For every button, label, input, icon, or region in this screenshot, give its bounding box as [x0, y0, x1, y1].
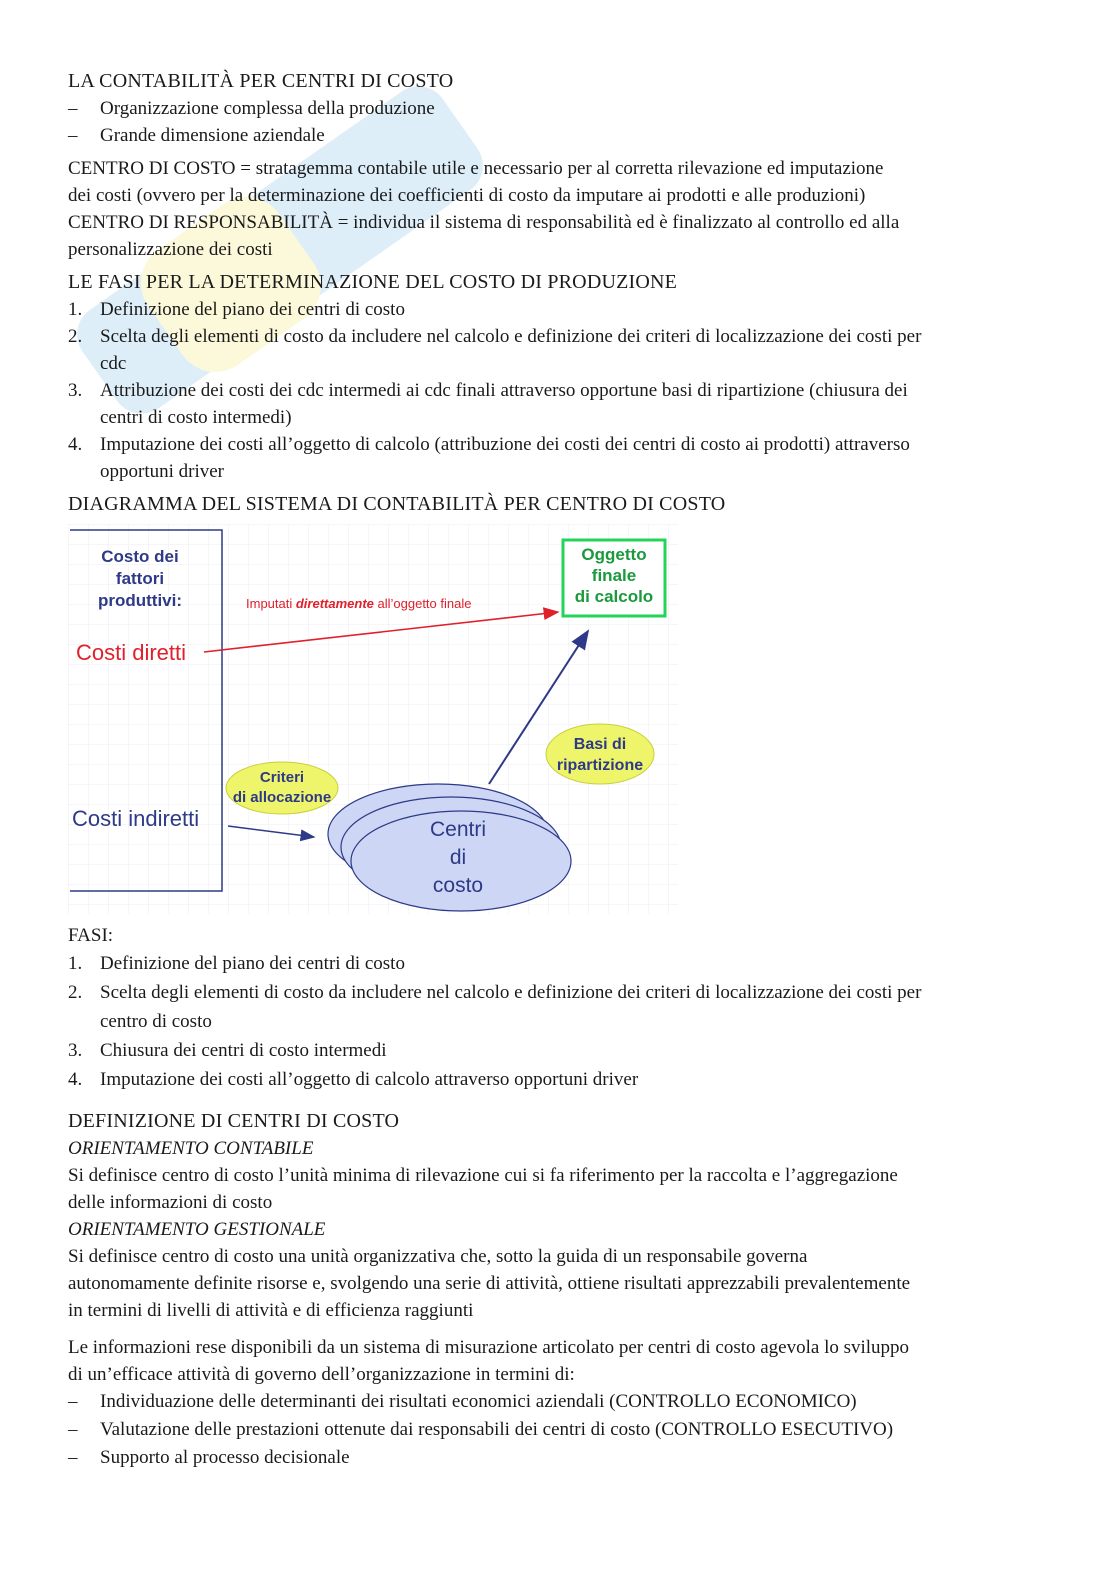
text-line: Centri — [429, 818, 487, 841]
dash-marker: – — [68, 1391, 78, 1412]
list-item-text: Organizzazione complessa della produzione — [100, 98, 435, 119]
list-item-text: Scelta degli elementi di costo da includere nel calcolo e definizione dei criteri di localizzazione dei costi per — [100, 326, 922, 347]
orientamento-gestionale-text — [68, 1243, 1048, 1324]
text-line: produttivi: — [97, 591, 183, 610]
orientamento-contabile-text — [68, 1162, 1048, 1216]
list-item — [68, 1065, 1048, 1094]
text-line: CENTRO DI RESPONSABILITÀ = individua il sistema di responsabilità ed è finalizzato al controllo ed alla — [68, 212, 900, 233]
list-number: 1. — [68, 299, 83, 320]
text-line: di — [449, 846, 467, 869]
list-number: 2. — [68, 982, 83, 1003]
list-item — [68, 431, 1048, 485]
costi-diretti-label: Costi diretti — [76, 640, 187, 665]
list-item-text: Definizione del piano dei centri di costo — [100, 953, 405, 974]
arrow-label — [246, 596, 526, 611]
text-line: di allocazione — [232, 789, 332, 806]
text-line: Oggetto — [581, 545, 647, 564]
text-line: Basi di — [573, 736, 627, 753]
list-item-text: Valutazione delle prestazioni ottenute dai responsabili dei centri di costo (CONTROLLO ESECUTIVO) — [100, 1419, 894, 1440]
list-item-text: Supporto al processo decisionale — [100, 1447, 350, 1468]
section-title-contabilita: LA CONTABILITÀ PER CENTRI DI COSTO — [68, 70, 454, 92]
basi-label — [542, 734, 658, 776]
list-item-text: Attribuzione dei costi dei cdc intermedi ai cdc finali attraverso opportune basi di ripartizione (chiusura dei — [100, 380, 908, 401]
list-item-text: cdc — [100, 353, 127, 374]
text-line: costo — [432, 874, 484, 897]
fasi-label: FASI: — [68, 925, 114, 946]
list-item — [68, 978, 1048, 1036]
list-item — [68, 323, 1048, 377]
list-item-text: Grande dimensione aziendale — [100, 125, 325, 146]
list-item — [68, 1036, 1048, 1065]
text-line: di un’efficace attività di governo dell’organizzazione in termini di: — [68, 1364, 575, 1385]
text-fragment: Imputati — [246, 596, 296, 611]
list-item — [68, 1416, 1048, 1444]
list-number: 4. — [68, 434, 83, 455]
costi-indiretti-label: Costi indiretti — [72, 806, 200, 831]
list-item — [68, 296, 1048, 323]
text-line: in termini di livelli di attività e di efficienza raggiunti — [68, 1300, 474, 1321]
section-title-fasi-costo: LE FASI PER LA DETERMINAZIONE DEL COSTO DI PRODUZIONE — [68, 271, 678, 293]
dash-marker: – — [68, 1419, 78, 1440]
list-number: 1. — [68, 953, 83, 974]
list-number: 4. — [68, 1069, 83, 1090]
list-item-text: centro di costo — [100, 1011, 212, 1032]
definition-centro-costo — [68, 155, 1048, 263]
text-line: Si definisce centro di costo una unità organizzativa che, sotto la guida di un responsabile governa — [68, 1246, 808, 1267]
informazioni-paragraph — [68, 1334, 1048, 1388]
list-item — [68, 1444, 1048, 1472]
dash-marker: – — [68, 98, 78, 119]
oggetto-label — [565, 544, 663, 607]
list-item-text: Imputazione dei costi all’oggetto di calcolo (attribuzione dei costi dei centri di costo ai prodotti) attraverso — [100, 434, 910, 455]
text-line: Si definisce centro di costo l’unità minima di rilevazione cui si fa riferimento per la raccolta e l’aggregazione — [68, 1165, 898, 1186]
list-number: 3. — [68, 1040, 83, 1061]
list-item-text: Imputazione dei costi all’oggetto di calcolo attraverso opportuni driver — [100, 1069, 639, 1090]
dash-marker: – — [68, 125, 78, 146]
text-line: finale — [591, 566, 637, 585]
text-line: ripartizione — [556, 757, 644, 774]
text-emphasis: direttamente — [295, 596, 374, 611]
cost-center-diagram — [68, 524, 678, 914]
list-number: 3. — [68, 380, 83, 401]
list-item-text: Chiusura dei centri di costo intermedi — [100, 1040, 387, 1061]
costo-fattori-label — [80, 546, 200, 612]
section-title-definizione: DEFINIZIONE DI CENTRI DI COSTO — [68, 1110, 400, 1132]
list-item-text: Definizione del piano dei centri di costo — [100, 299, 405, 320]
list-item — [68, 95, 1048, 122]
list-number: 2. — [68, 326, 83, 347]
text-line: fattori — [115, 569, 165, 588]
list-item — [68, 377, 1048, 431]
list-item — [68, 122, 1048, 149]
text-line: dei costi (ovvero per la determinazione dei coefficienti di costo da imputare ai prodotti e alle produzioni) — [68, 185, 866, 206]
orientamento-contabile-heading: ORIENTAMENTO CONTABILE — [68, 1138, 314, 1159]
document-page — [68, 68, 1048, 1472]
centri-label — [403, 816, 513, 900]
text-line: Le informazioni rese disponibili da un sistema di misurazione articolato per centri di costo agevola lo sviluppo — [68, 1337, 910, 1358]
list-item-text: opportuni driver — [100, 461, 225, 482]
orientamento-gestionale-heading: ORIENTAMENTO GESTIONALE — [68, 1219, 326, 1240]
text-line: Costo dei — [101, 547, 179, 566]
text-line: Criteri — [259, 769, 305, 786]
text-line: autonomamente definite risorse e, svolgendo una serie di attività, ottiene risultati apprezzabili prevalentemente — [68, 1273, 911, 1294]
text-fragment: all’oggetto finale — [373, 596, 472, 611]
list-item — [68, 949, 1048, 978]
dash-marker: – — [68, 1447, 78, 1468]
text-line: personalizzazione dei costi — [68, 239, 273, 260]
text-line: delle informazioni di costo — [68, 1192, 273, 1213]
criteri-label — [220, 768, 344, 808]
section-title-diagramma: DIAGRAMMA DEL SISTEMA DI CONTABILITÀ PER CENTRO DI COSTO — [68, 493, 726, 515]
text-line: CENTRO DI COSTO = stratagemma contabile utile e necessario per al corretta rilevazione ed imputazione — [68, 158, 884, 179]
list-item — [68, 1388, 1048, 1416]
list-item-text: Scelta degli elementi di costo da includere nel calcolo e definizione dei criteri di localizzazione dei costi per — [100, 982, 922, 1003]
list-item-text: Individuazione delle determinanti dei risultati economici aziendali (CONTROLLO ECONOMICO) — [100, 1391, 857, 1412]
list-item-text: centri di costo intermedi) — [100, 407, 292, 428]
text-line: di calcolo — [574, 587, 654, 606]
